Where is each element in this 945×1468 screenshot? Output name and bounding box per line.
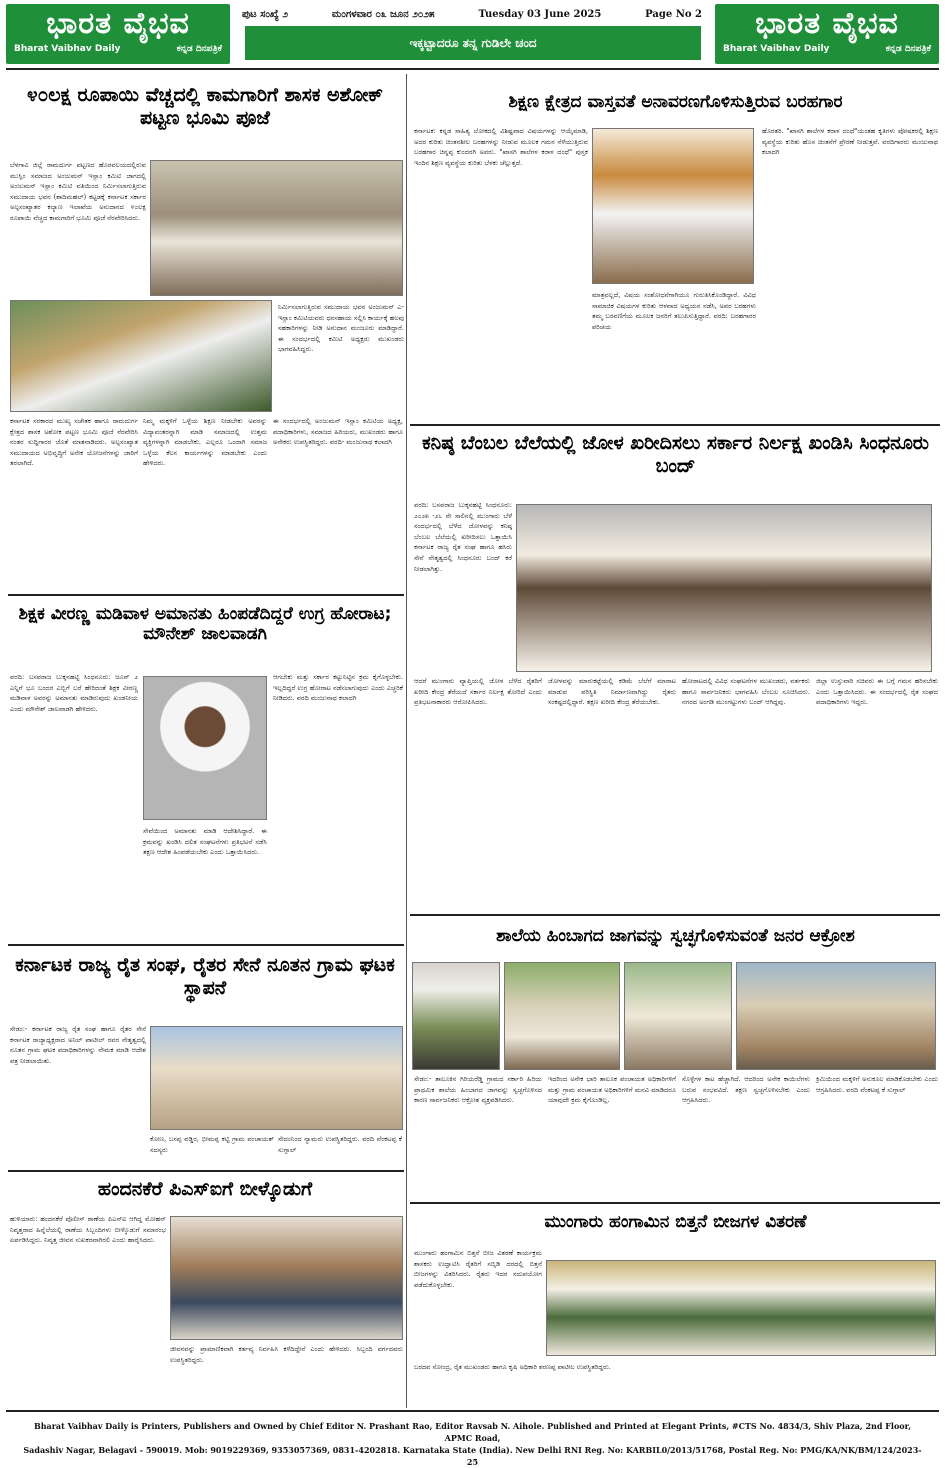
masthead-right <box>715 4 939 64</box>
page-number: Page No 2 <box>645 8 702 20</box>
article-4-rule <box>8 944 404 946</box>
issue-date: Tuesday 03 June 2025 <box>478 8 602 20</box>
masthead-subtitle-kn: ಕನ್ನಡ ದಿನಪತ್ರಿಕೆ <box>176 44 222 54</box>
article-6-photo-2 <box>504 962 620 1070</box>
article-4-portrait <box>143 676 267 820</box>
article-3-col2: ಜೋಳವನ್ನು ಮಾರುಕಟ್ಟೆಯಲ್ಲಿ ಕಡಿಮೆ ಬೆಲೆಗೆ ಮಾರಾಟ ಮಾಡುವ ಪರಿಸ್ಥಿತಿ ನಿರ್ಮಾಣವಾಗಿದ್ದು ರೈತರು ಸಂಕಷ್ಟದಲ್ಲಿದ್ದಾರೆ. ತಕ್ಷಣ ಖರೀದಿ ಕೇಂದ್ರ ತೆರೆಯಬೇಕು. <box>548 677 676 707</box>
article-1-col2: ನಿರ್ಮಿಸಲಾಗುತ್ತಿರುವ ಸಮುದಾಯ ಭವನ ಅಂಜುಮನ್ ಎ-ಇಸ್ಲಾಂ ಕಮಿಟಿಯವರು ಧನಸಹಾಯ ಸಲ್ಲಿಸಿ ಕಾರ್ಯಕ್ಕೆ ಹಲವು ಸಹಕಾರಿಗಳನ್ನು ನೀಡಿ ಅನುದಾನ ಮಂಜೂರು ಮಾಡಿದ್ದಾರೆ. ಈ ಸಂದರ್ಭದಲ್ಲಿ ಕಮಿಟಿ ಅಧ್ಯಕ್ಷರು ಮುಖಂಡರು ಭಾಗವಹಿಸಿದ್ದರು. <box>278 303 404 354</box>
article-1-photo-2 <box>10 300 272 412</box>
masthead-subtitle-en-right: Bharat Vaibhav Daily <box>723 44 830 54</box>
article-2-photo <box>592 128 754 284</box>
article-6-photo-3 <box>624 962 732 1070</box>
article-3-col3: ಹೋರಾಟದಲ್ಲಿ ವಿವಿಧ ಸಂಘಟನೆಗಳ ಮುಖಂಡರು, ವರ್ತಕರು ಹಾಗೂ ಸಾರ್ವಜನಿಕರು ಭಾಗವಹಿಸಿ ಬೆಂಬಲ ಸೂಚಿಸಿದರು. ನಗರದ ಅಂಗಡಿ ಮುಂಗಟ್ಟುಗಳು ಬಂದ್ ಆಗಿದ್ದವು. <box>682 677 810 707</box>
imprint-footer <box>0 1414 945 1467</box>
article-1-col4: ನಿಮ್ಮ ಮಕ್ಕಳಿಗೆ ಒಳ್ಳೆಯ ಶಿಕ್ಷಣ ನೀಡಬೇಕು ಅವರನ್ನು ವಿದ್ಯಾವಂತರನ್ನಾಗಿ ಮಾಡಿ ಸಮಾಜದಲ್ಲಿ ಉತ್ತಮ ವ್ಯಕ್ತಿಗಳನ್ನಾಗಿ ಮಾಡಬೇಕು. ಎಲ್ಲರೂ ಒಂದಾಗಿ ಸಮಾಜ ಒಳ್ಳೆಯ ಕೆಲಸ ಕಾರ್ಯಗಳನ್ನು ಮಾಡಬೇಕು ಎಂದು ಹೇಳಿದರು. <box>143 417 267 468</box>
thought-of-day: ಇಕ್ಕಟ್ಟಾದರೂ ತನ್ನ ಗುಡಿಲೇ ಚಂದ <box>245 26 701 60</box>
imprint-line-1: Bharat Vaibhav Daily is Printers, Publishers and Owned by Chief Editor N. Prashant Rao, Editor Ravsab N. Aihole. Published and Printed at Elegant Prints, #CTS No. 4834/3, Shiv Plaza, 2nd Floor, APMC Road, <box>33 1421 912 1443</box>
masthead-title: ಭಾರತ ವೈಭವ <box>46 6 190 41</box>
article-5-col3: ಸೇದಂನಿಂದ ನ್ಯಾಮರು ಉಪಸ್ಥಿತರಿದ್ದರು. ವರದಿ ವೆಂಕಟಪ್ಪ ಕೆ ಸುಗ್ಗಾಲ್ <box>278 1135 402 1154</box>
dateline <box>236 5 708 23</box>
article-1-col5: ಈ ಸಂದರ್ಭದಲ್ಲಿ ಅಂಜುಮನ್ ಇಸ್ಲಾಂ ಕಮಿಟಿಯ ಅಧ್ಯಕ್ಷ, ಪದಾಧಿಕಾರಿಗಳು, ಸಮಾಜದ ಹಿರಿಯರು, ಮುಖಂಡರು ಹಾಗೂ ಅನೇಕರು ಉಪಸ್ಥಿತರಿದ್ದರು. ವರದಿ- ಮಂಜುನಾಥ ಕಲಾದಗಿ <box>273 417 403 447</box>
article-3-photo <box>516 504 932 672</box>
article-4-headline: ಶಿಕ್ಷಕ ವೀರಣ್ಣ ಮಡಿವಾಳ ಅಮಾನತು ಹಿಂಪಡೆದಿದ್ದರೆ ಉಗ್ರ ಹೋರಾಟ; ಮೌನೇಶ್ ಜಾಲವಾಡಗಿ <box>18 604 392 645</box>
kannada-date: ಮಂಗಳವಾರ ೦೩ ಜೂನ ೨೦೨೫ <box>331 8 435 20</box>
column-divider <box>406 74 407 1408</box>
masthead-subtitle-kn-right: ಕನ್ನಡ ದಿನಪತ್ರಿಕೆ <box>885 44 931 54</box>
article-6-headline: ಶಾಲೆಯ ಹಿಂಬಾಗದ ಜಾಗವನ್ನು ಸ್ವಚ್ಛಗೊಳಿಸುವಂತೆ ಜನರ ಆಕ್ರೋಶ <box>496 926 855 946</box>
article-7-photo <box>170 1216 403 1340</box>
article-2-rule <box>410 424 940 426</box>
article-6-photo-4 <box>736 962 936 1070</box>
article-3-intro: ವರದಿ: ಬಸವರಾಜ ಬುಕ್ಕನಹಟ್ಟಿ ಸಿಂಧನೂರು: ೨೦೨೫ -೨೬ ನೇ ಸಾಲಿನಲ್ಲಿ ಮುಂಗಾರು ಬೆಳೆ ಸಂದರ್ಭದಲ್ಲಿ ಬೆಳೆದ ಜೋಳವನ್ನು ಕನಿಷ್ಠ ಬೆಂಬಲ ಬೆಲೆಯಲ್ಲಿ ಖರೀದಿಸಲು ಒತ್ತಾಯಿಸಿ ಕರ್ನಾಟಕ ರಾಜ್ಯ ರೈತ ಸಂಘ ಹಾಗೂ ಹಸಿರು ಸೇನೆ ನೇತೃತ್ವದಲ್ಲಿ ಸಿಂಧನೂರು ಬಂದ್ ಕರೆ ನೀಡಲಾಗಿತ್ತು. <box>414 501 512 573</box>
article-1-col3: ಕರ್ನಾಟಕ ಸರಕಾರದ ಮುಖ್ಯ ಸಚೇತಕ ಹಾಗೂ ರಾಮದುರ್ಗ ಕ್ಷೇತ್ರದ ಶಾಸಕ ಅಶೋಕ ಪಟ್ಟಣ ಭೂಮಿ ಪೂಜೆ ನೆರವೇರಿಸಿ ನಂತರ ಸುದ್ದಿಗಾರರ ಜೊತೆ ಮಾತನಾಡಿದರು. ಅಲ್ಪಸಂಖ್ಯಾತ ಸಮುದಾಯದ ಅಭಿವೃದ್ಧಿಗೆ ಅನೇಕ ಯೋಜನೆಗಳನ್ನು ಜಾರಿಗೆ ತರಲಾಗಿದೆ. <box>10 417 138 468</box>
article-1-headline: ೪೦ಲಕ್ಷ ರೂಪಾಯಿ ವೆಚ್ಚದಲ್ಲಿ ಕಾಮಗಾರಿಗೆ ಶಾಸಕ ಅಶೋಕ್ ಪಟ್ಟಣ ಭೂಮಿ ಪೂಜೆ <box>26 84 384 129</box>
article-3-headline: ಕನಿಷ್ಠ ಬೆಂಬಲ ಬೆಲೆಯಲ್ಲಿ ಜೋಳ ಖರೀದಿಸಲು ಸರ್ಕಾರ ನಿರ್ಲಕ್ಷ ಖಂಡಿಸಿ ಸಿಂಧನೂರು ಬಂದ್ <box>422 432 929 477</box>
article-4-col2: ಸೇವೆಯಿಂದ ಅಮಾನತು ಮಾಡಿ ಆದೇಶಿಸಿದ್ದಾರೆ. ಈ ಕ್ರಮವನ್ನು ಖಂಡಿಸಿ ದಲಿತ ಸಂಘಟನೆಗಳು ಪ್ರತಿಭಟನೆ ನಡೆಸಿ ತಕ್ಷಣ ಆದೇಶ ಹಿಂಪಡೆಯಬೇಕು ಎಂದು ಒತ್ತಾಯಿಸಿದರು. <box>143 827 267 857</box>
article-8-photo <box>546 1260 936 1356</box>
masthead-title-right: ಭಾರತ ವೈಭವ <box>755 6 899 41</box>
article-8-col1: ಮುಂಗಾರು ಹಂಗಾಮಿನ ಬಿತ್ತನೆ ಬೀಜ ವಿತರಣೆ ಕಾರ್ಯಕ್ರಮ ಶಾಸಕರು ಉದ್ಘಾಟಿಸಿ ರೈತರಿಗೆ ಸಬ್ಸಿಡಿ ದರದಲ್ಲಿ ಬಿತ್ತನೆ ಬೀಜಗಳನ್ನು ವಿತರಿಸಿದರು. ರೈತರು ಇದರ ಸದುಪಯೋಗ ಪಡೆದುಕೊಳ್ಳಬೇಕು. <box>414 1249 542 1289</box>
article-2-col1: ಕರ್ನಾಟಕ: ಕನ್ನಡ ಸಾಹಿತ್ಯ ಲೋಕದಲ್ಲಿ ವಿಶಿಷ್ಟವಾದ ವಿಷಯಗಳನ್ನು ಆಯ್ಕೆಮಾಡಿ, ಅದರ ಕುರಿತು ಚಿಂತನಶೀಲ ಬರಹಗಳನ್ನು ನೀಡುವ ಮೂಲಕ ಗಮನ ಸೆಳೆಯುತ್ತಿರುವ ಬರಹಗಾರ ಚಿನ್ನಪ್ಪ ಕುಂದರಗಿ ಅವರು. "ಖಾಸಗಿ ಶಾಲೆಗಳ ಕರಾಳ ದಂಧೆ" ಪುಸ್ತಕ ಇಂದಿನ ಶಿಕ್ಷಣ ವ್ಯವಸ್ಥೆಯ ಕುರಿತು ಬೆಳಕು ಚೆಲ್ಲುತ್ತದೆ. <box>414 127 588 167</box>
article-6-col4: ಕ್ರಿಮಿಯಿಂದ ಮಕ್ಕಳಿಗೆ ಅನುಕೂಲ ಮಾಡಿಕೊಡಬೇಕು ಎಂದು ಆಗ್ರಹಿಸಿದರು. ವರದಿ ವೆಂಕಟಪ್ಪ ಕೆ ಸುಗ್ಗಾಲ್ <box>816 1075 938 1094</box>
article-7-col1: ಹುಳಿಯಾರು: ಹಂದನಕೆರೆ ಪೊಲೀಸ್ ಠಾಣೆಯ ಪಿಎಸ್ಐ ಆಗಿದ್ದ ಮೋಹನ್ ನಿವೃತ್ತರಾದ ಹಿನ್ನೆಲೆಯಲ್ಲಿ ಠಾಣೆಯ ಸಿಬ್ಬಂದಿಗಳು ಬೀಳ್ಕೊಡುಗೆ ಸಮಾರಂಭ ಏರ್ಪಡಿಸಿದ್ದರು. ನಿವೃತ್ತ ಜೀವನ ಸುಖಕರವಾಗಿರಲಿ ಎಂದು ಹಾರೈಸಿದರು. <box>10 1215 166 1245</box>
masthead-subtitle-en: Bharat Vaibhav Daily <box>14 44 121 54</box>
article-6-col3: ಸೊಳ್ಳೆಗಳ ಕಾಟ ಹೆಚ್ಚಾಗಿದೆ. ಆದರಿಂದ ಅನೇಕ ಕಾಯಿಲೆಗಳು ಬರುವ ಸಂಭವವಿದೆ. ತಕ್ಷಣ ಸ್ವಚ್ಛಗೊಳಿಸಬೇಕು ಎಂದು ಆಗ್ರಹಿಸಿದರು. <box>682 1075 810 1105</box>
header-rule <box>6 68 939 70</box>
article-2-col2: ಮಾತ್ರವಲ್ಲದೆ, ವಿಷಯ ಸಂಶೋಧನೆಗಾಗಿಯೂ ಗುರುತಿಸಿಕೊಂಡಿದ್ದಾರೆ. ವಿವಿಧ ಸಾಮಾಜಿಕ ವಿಷಯಗಳ ಕುರಿತು ಆಳವಾದ ಅಧ್ಯಯನ ನಡೆಸಿ, ಅವರ ಬರಹಗಳು ತಮ್ಮ ಬರವಣಿಗೆಯ ಮೂಲಕ ಜನರಿಗೆ ತಲುಪಿಸುತ್ತಿದ್ದಾರೆ. ವರದಿ: ಬರಹಗಾರರ ಪರಿಚಯ <box>592 291 756 331</box>
footer-rule <box>6 1410 939 1412</box>
article-2-headline: ಶಿಕ್ಷಣ ಕ್ಷೇತ್ರದ ವಾಸ್ತವತೆ ಅನಾವರಣಗೊಳಿಸುತ್ತಿರುವ ಬರಹಗಾರ <box>508 92 843 112</box>
article-8-headline: ಮುಂಗಾರು ಹಂಗಾಮಿನ ಬಿತ್ತನೆ ಬೀಜಗಳ ವಿತರಣೆ <box>544 1212 807 1232</box>
article-2-col3: ಹೊರತರಿ. "ಖಾಸಗಿ ಶಾಲೆಗಳ ಕರಾಳ ದಂಧೆ"ಯಂತಹ ಕೃತಿಗಳು ಪೋಷಕರಲ್ಲಿ ಶಿಕ್ಷಣ ವ್ಯವಸ್ಥೆಯ ಕುರಿತು ಹೊಸ ಚಿಂತನೆಗೆ ಪ್ರೇರಣೆ ನೀಡುತ್ತವೆ. ವರದಿಗಾರರು ಮಂಜುನಾಥ ಕಲಾದಗಿ <box>762 127 938 157</box>
article-6-col1: ಸೇಡಂ:- ತಾಲೂಕಿನ ಗಿರಿಯರೆಡ್ಡಿ ಗ್ರಾಮದ ಸರ್ಕಾರಿ ಹಿರಿಯ ಪ್ರಾಥಮಿಕ ಶಾಲೆಯ ಹಿಂಬಾಗದ ಜಾಗವನ್ನು ಸ್ವಚ್ಛಗೊಳಿಸದ ಕಾರಣ ಸಾರ್ವಜನಿಕರು ಆಕ್ರೋಶ ವ್ಯಕ್ತಪಡಿಸಿದರು. <box>414 1075 542 1105</box>
article-5-photo <box>150 1026 403 1130</box>
article-8-col2: ಬರದವ ಸೋಂದ್ರ, ರೈತ ಮುಖಂಡರು ಹಾಗೂ ಕೃಷಿ ಅಧಿಕಾರಿ ಶರಣಪ್ಪ ಪಾಟೀಲ ಉಪಸ್ಥಿತರಿದ್ದರು. <box>414 1363 611 1371</box>
article-1-rule <box>8 594 404 596</box>
article-3-col4: ಜಿಲ್ಲಾ ಉಸ್ತುವಾರಿ ಸಚಿವರು ಈ ಬಗ್ಗೆ ಗಮನ ಹರಿಸಬೇಕು ಎಂದು ಒತ್ತಾಯಿಸಿದರು. ಈ ಸಂದರ್ಭದಲ್ಲಿ ರೈತ ಸಂಘದ ಪದಾಧಿಕಾರಿಗಳು ಇದ್ದರು. <box>816 677 938 707</box>
article-6-photo-1 <box>412 962 500 1070</box>
article-7-headline: ಹಂದನಕೆರೆ ಪಿಎಸ್ಐಗೆ ಬೀಳ್ಕೊಡುಗೆ <box>97 1178 313 1200</box>
article-5-col1: ಸೇಡಂ:- ಕರ್ನಾಟಕ ರಾಜ್ಯ ರೈತ ಸಂಘ ಹಾಗೂ ರೈತರ ಸೇನೆ ಕರ್ನಾಟಕ ರಾಜ್ಯಾಧ್ಯಕ್ಷರಾದ ಅನಿಲ್ ಪಾಟೀಲ್ ರವರ ನೇತೃತ್ವದಲ್ಲಿ ನೂತನ ಗ್ರಾಮ ಘಟಕ ಪದಾಧಿಕಾರಿಗಳನ್ನು ನೇಮಕ ಮಾಡಿ ಆದೇಶ ಪತ್ರ ನೀಡಲಾಯಿತು. <box>10 1025 146 1065</box>
article-3-rule <box>410 914 940 916</box>
article-6-rule <box>410 1202 940 1204</box>
article-3-col1: ಆದರೆ ಮುಂಗಾರು ವ್ಯಾಪ್ತಿಯಲ್ಲಿ ಜೋಳ ಬೆಳೆದ ರೈತರಿಗೆ ಖರೀದಿ ಕೇಂದ್ರ ತೆರೆಯದೆ ಸರ್ಕಾರ ನಿರ್ಲಕ್ಷ ತೋರಿದೆ ಎಂದು ಪ್ರತಿಭಟನಾಕಾರರು ಆರೋಪಿಸಿದರು. <box>414 677 542 707</box>
article-5-rule <box>8 1170 404 1172</box>
article-5-col2: ಕೋಣ, ಬಸಪ್ಪ ವಡ್ಡಿರ, ಭೀಮಪ್ಪ ಕಟ್ಟಿ ಗ್ರಾಮ ಪಂಚಾಯತ್ ಸದಸ್ಯರು <box>150 1135 274 1154</box>
imprint-line-2: Sadashiv Nagar, Belagavi - 590019. Mob: 9019229369, 9353057369, 0831-4202818. Karnataka State (India). New Delhi RNI Reg. No: KARBIL0/2013/51768, Postal Reg. No: PMG/KA/NK/BM/124/2023-25 <box>23 1445 922 1467</box>
article-4-col1: ವರದಿ: ಬಸವರಾಜ ಬುಕ್ಕನಹಟ್ಟಿ ಸಿಂಧನೂರು: ಜೂನ್ ೨ ಎನ್ನಿಗೆ ಭೂ ಬಂದರ ಎಬ್ಬಿಗೆ ಬರೆ ಹೇರಿದಂತೆ ಶಿಕ್ಷಕ ವೀರಣ್ಣ ಮಡಿವಾಳ ಅವರನ್ನು ಅಮಾನತು ಮಾಡಿರುವುದು ಖಂಡನೀಯ ಎಂದು ಮೌನೇಶ್ ಜಾಲವಾಡಗಿ ಹೇಳಿದರು. <box>10 673 138 713</box>
article-5-headline: ಕರ್ನಾಟಕ ರಾಜ್ಯ ರೈತ ಸಂಘ, ರೈತರ ಸೇನೆ ನೂತನ ಗ್ರಾಮ ಘಟಕ ಸ್ಥಾಪನೆ <box>15 954 395 999</box>
masthead-left <box>6 4 230 64</box>
article-6-col2: ಇದರಿಂದ ಅನೇಕ ಭಾರಿ ತಾಲೂಕ ಪಂಚಾಯತ ಅಧಿಕಾರಿಗಳಿಗೆ ಮತ್ತು ಗ್ರಾಮ ಪಂಚಾಯತ ಅಧಿಕಾರಿಗಳಿಗೆ ಮನವಿ ಮಾಡಿದರೂ ಯಾವುದೇ ಕ್ರಮ ಕೈಗೊಂಡಿಲ್ಲ. <box>548 1075 676 1105</box>
article-1-photo-1 <box>150 160 403 296</box>
article-1-col1: ಬೆಳಗಾವಿ ಜಿಲ್ಲೆ ರಾಮದುರ್ಗ ಪಟ್ಟಣದ ಹೊರವಲಯದಲ್ಲಿರುವ ಮುಸ್ಲಿಂ ಸಮಾಜದ ಅಂಜುಮನ್ ಇಸ್ಲಾಂ ಕಮಿಟಿ ಜಾಗದಲ್ಲಿ ಅಂಜುಮನ್ ಇಸ್ಲಾಂ ಕಮಿಟಿ ವತಿಯಿಂದ ನಿರ್ಮಿಸಲಾಗುತ್ತಿರುವ ಸಮುದಾಯ ಭವನ (ಶಾದಿಮಹಲ್) ಕಟ್ಟಡಕ್ಕೆ ಕರ್ನಾಟಕ ಸರ್ಕಾರ ಅಲ್ಪಸಂಖ್ಯಾತರ ಕಲ್ಯಾಣ ಇಲಾಖೆಯ ಅನುದಾನದ ೪೦ಲಕ್ಷ ರೂಪಾಯಿ ವೆಚ್ಚದ ಕಾಮಗಾರಿಗೆ ಭೂಮಿ ಪೂಜೆ ನೆರವೇರಿಸಿದರು. <box>10 161 146 222</box>
article-7-col2: ಜೀವನವನ್ನು ಪ್ರಾಮಾಣಿಕವಾಗಿ ಕರ್ತವ್ಯ ನಿರ್ವಹಿಸಿ ಕಳೆದಿದ್ದೇನೆ ಎಂದು ಹೇಳಿದರು. ಸಿಬ್ಬಂದಿ ವರ್ಗದವರು ಉಪಸ್ಥಿತರಿದ್ದರು. <box>170 1345 403 1364</box>
volume-number: ಪುಟ ಸಂಖ್ಯೆ ೨ <box>242 8 289 20</box>
article-4-col3: ಆಗಬೇಕು ಮತ್ತು ಸರ್ಕಾರ ಕಟ್ಟುನಿಟ್ಟಿನ ಕ್ರಮ ಕೈಗೊಳ್ಳಬೇಕು. ಇಲ್ಲದಿದ್ದರೆ ಉಗ್ರ ಹೋರಾಟ ನಡೆಸಲಾಗುವುದು ಎಂದು ಎಚ್ಚರಿಕೆ ನೀಡಿದರು. ವರದಿ ಮಂಜುನಾಥ ಕಲಾದಗಿ <box>273 673 403 703</box>
